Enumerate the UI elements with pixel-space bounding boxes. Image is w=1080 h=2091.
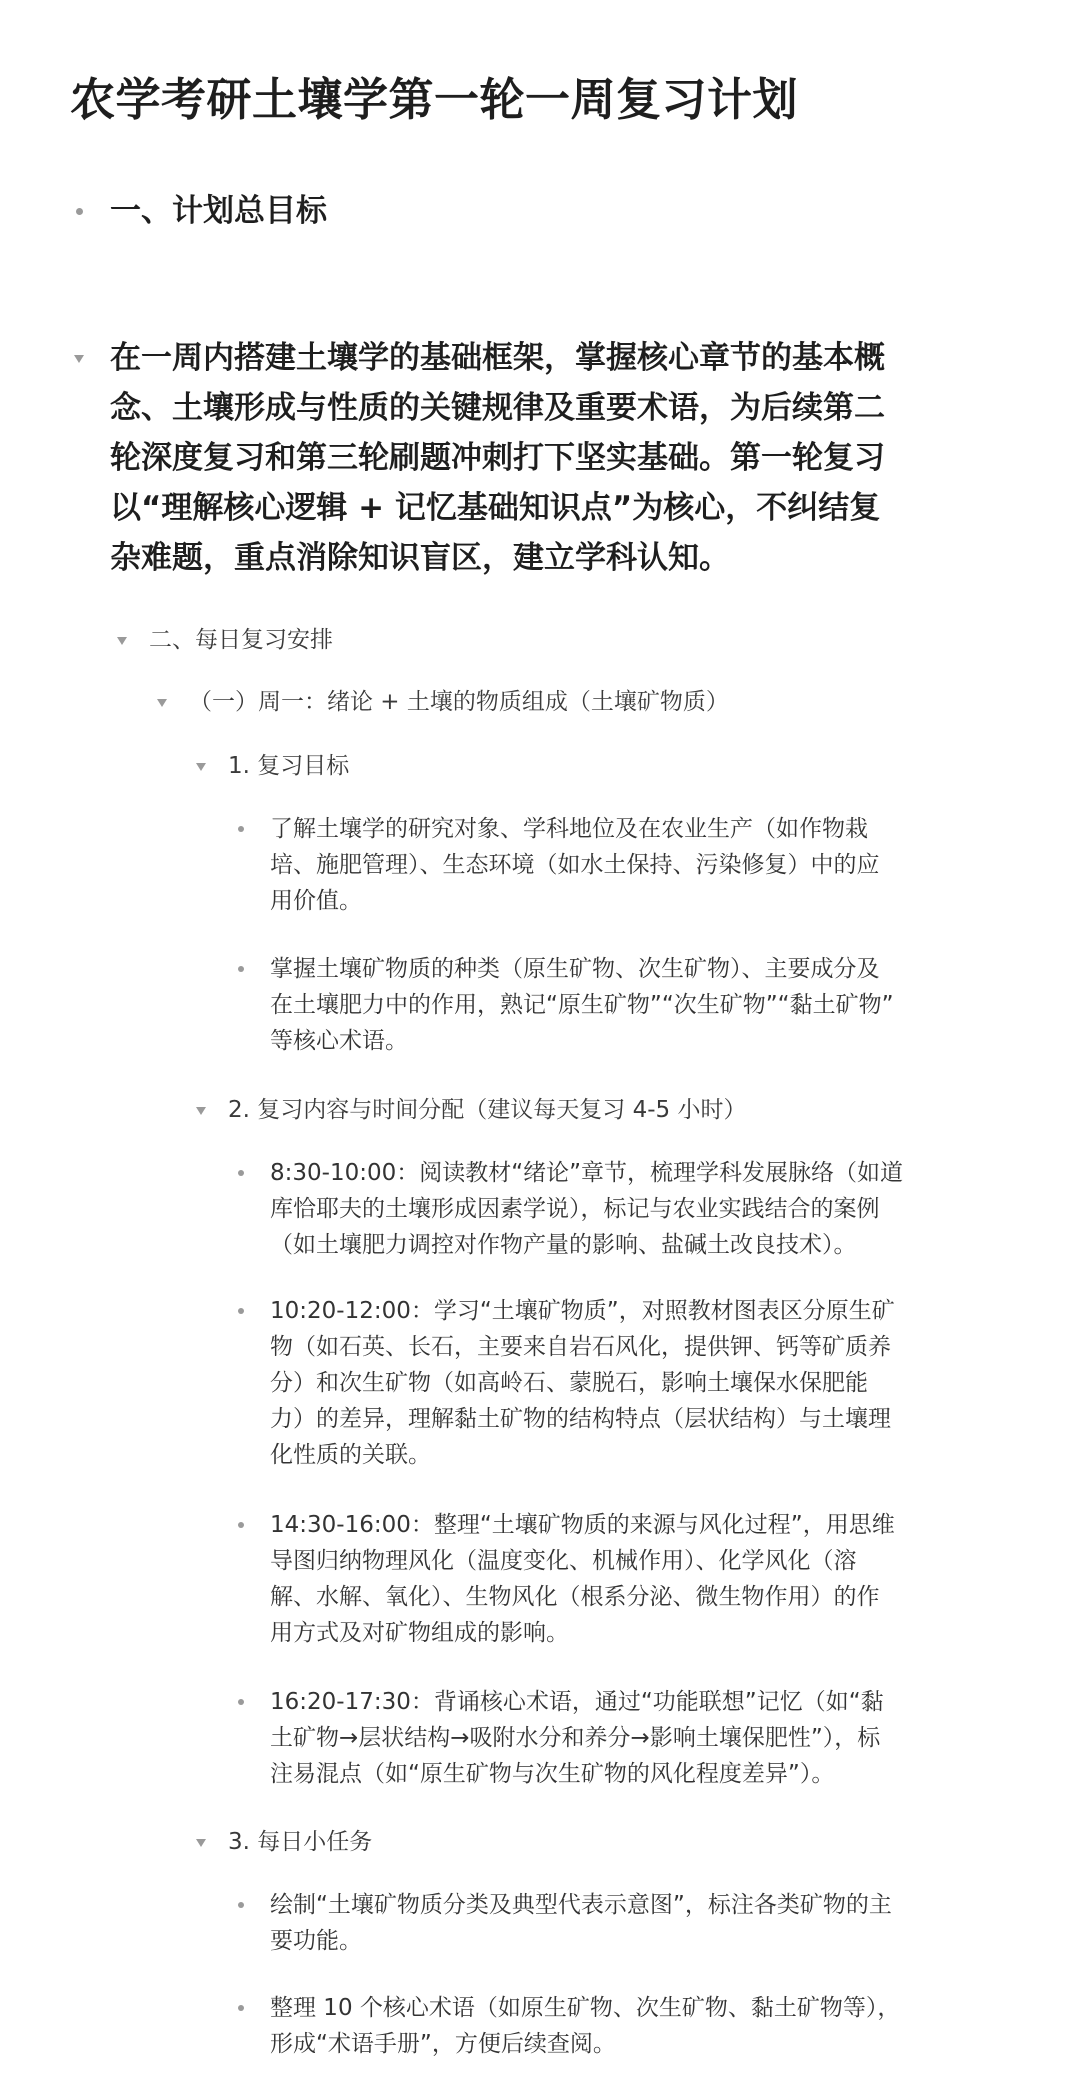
bullet-dot-icon xyxy=(238,1308,244,1314)
bullet-dot-icon xyxy=(238,1170,244,1176)
goal-heading: 一、计划总目标 xyxy=(110,193,327,229)
bullet-dot-icon xyxy=(238,1522,244,1528)
collapse-toggle-icon[interactable] xyxy=(196,1107,206,1115)
collapse-toggle-icon[interactable] xyxy=(74,355,84,363)
goal-paragraph: 在一周内搭建土壤学的基础框架，掌握核心章节的基本概 念、土壤形成与性质的关键规律及重要术语，为后续第二 轮深度复习和第三轮刷题冲刺打下坚实基础。第一轮复习 以“理解核心逻辑 + 记忆基础知识点”为核心，不纠结复 杂难题，重点消除知识盲区，建立学科认知。 xyxy=(110,340,885,576)
content-heading: 2. 复习内容与时间分配（建议每天复习 4-5 小时） xyxy=(228,1097,747,1123)
content-item-text: 16:20-17:30：背诵核心术语，通过“功能联想”记忆（如“黏 土矿物→层状结构→吸附水分和养分→影响土壤保肥性”），标 注易混点（如“原生矿物与次生矿物的风化程度差异”）。 xyxy=(270,1689,884,1787)
collapse-toggle-icon[interactable] xyxy=(117,637,127,645)
bullet-dot-icon xyxy=(238,2005,244,2011)
collapse-toggle-icon[interactable] xyxy=(157,699,167,707)
goal-item-text: 掌握土壤矿物质的种类（原生矿物、次生矿物）、主要成分及 在土壤肥力中的作用，熟记“原生矿物”“次生矿物”“黏土矿物” 等核心术语。 xyxy=(270,956,894,1054)
goal-item-text: 了解土壤学的研究对象、学科地位及在农业生产（如作物栽 培、施肥管理）、生态环境（如水土保持、污染修复）中的应 用价值。 xyxy=(270,816,880,914)
task-item-text: 整理 10 个核心术语（如原生矿物、次生矿物、黏土矿物等）， 形成“术语手册”，方便后续查阅。 xyxy=(270,1995,901,2057)
content-item-text: 14:30-16:00：整理“土壤矿物质的来源与风化过程”，用思维 导图归纳物理风化（温度变化、机械作用）、化学风化（溶 解、水解、氧化）、生物风化（根系分泌、微生物作用）的作 用方式及对矿物组成的影响。 xyxy=(270,1512,895,1646)
tasks-heading: 3. 每日小任务 xyxy=(228,1829,373,1855)
bullet-dot-icon xyxy=(76,208,83,215)
content-item-text: 8:30-10:00：阅读教材“绪论”章节，梳理学科发展脉络（如道 库恰耶夫的土壤形成因素学说），标记与农业实践结合的案例 （如土壤肥力调控对作物产量的影响、盐碱土改良技术）。 xyxy=(270,1160,904,1258)
bullet-dot-icon xyxy=(238,826,244,832)
page-title: 农学考研土壤学第一轮一周复习计划 xyxy=(70,73,799,126)
goals-heading: 1. 复习目标 xyxy=(228,753,350,779)
bullet-dot-icon xyxy=(238,1902,244,1908)
bullet-dot-icon xyxy=(238,1699,244,1705)
bullet-dot-icon xyxy=(238,966,244,972)
collapse-toggle-icon[interactable] xyxy=(196,1839,206,1847)
schedule-heading: 二、每日复习安排 xyxy=(149,627,333,653)
task-item-text: 绘制“土壤矿物质分类及典型代表示意图”，标注各类矿物的主 要功能。 xyxy=(270,1892,892,1954)
content-item-text: 10:20-12:00：学习“土壤矿物质”，对照教材图表区分原生矿 物（如石英、长石，主要来自岩石风化，提供钾、钙等矿质养 分）和次生矿物（如高岭石、蒙脱石，影响土壤保水保肥能 力）的差异，理解黏土矿物的结构特点（层状结构）与土壤理 化性质的关联。 xyxy=(270,1298,895,1468)
day1-heading: （一）周一：绪论 + 土壤的物质组成（土壤矿物质） xyxy=(189,689,729,715)
collapse-toggle-icon[interactable] xyxy=(196,763,206,771)
